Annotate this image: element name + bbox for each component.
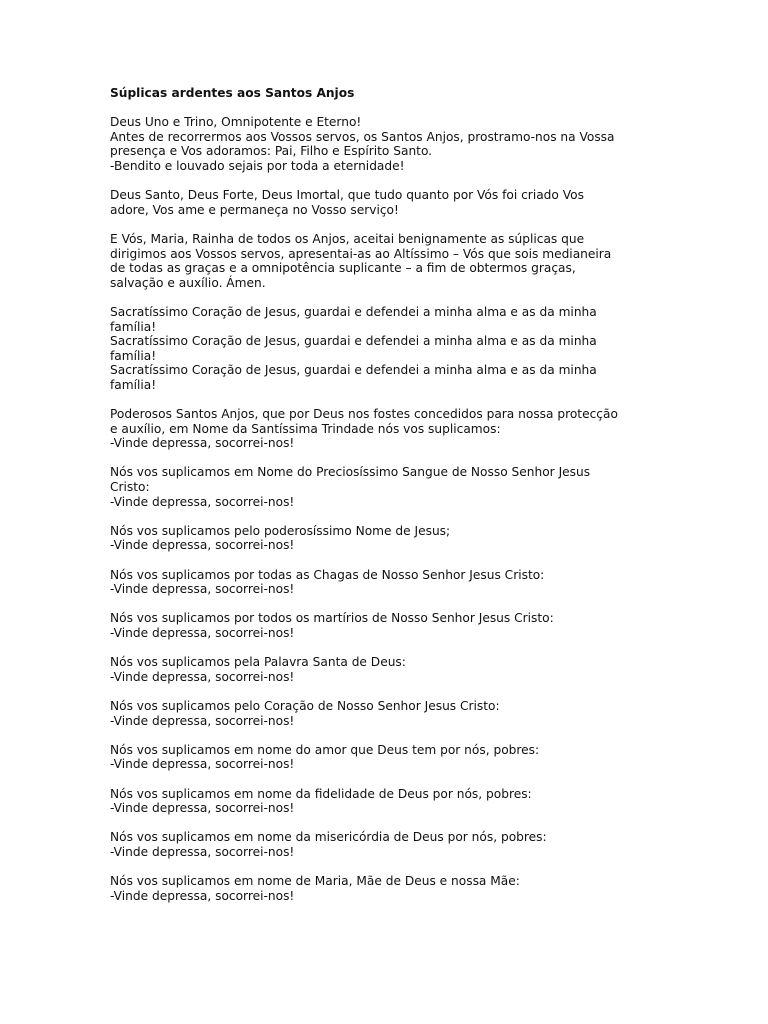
text-line: -Vinde depressa, socorrei-nos!	[110, 669, 295, 684]
text-line: -Vinde depressa, socorrei-nos!	[110, 888, 295, 903]
document-body	[110, 115, 670, 903]
paragraph	[110, 655, 670, 684]
text-line: -Vinde depressa, socorrei-nos!	[110, 582, 295, 597]
text-line: -Vinde depressa, socorrei-nos!	[110, 844, 295, 859]
text-line: Sacratíssimo Coração de Jesus, guardai e defendei a minha alma e as da minha	[110, 304, 597, 319]
paragraph	[110, 465, 670, 509]
text-line: Nós vos suplicamos por todos os martírios de Nosso Senhor Jesus Cristo:	[110, 611, 554, 626]
text-line: -Bendito e louvado sejais por toda a eternidade!	[110, 158, 405, 173]
paragraph	[110, 305, 670, 393]
paragraph	[110, 874, 670, 903]
document-page	[110, 86, 670, 918]
text-line: família!	[110, 348, 157, 363]
text-line: E Vós, Maria, Rainha de todos os Anjos, aceitai benignamente as súplicas que	[110, 231, 585, 246]
text-line: Poderosos Santos Anjos, que por Deus nos fostes concedidos para nossa protecção	[110, 407, 618, 422]
paragraph	[110, 568, 670, 597]
paragraph	[110, 743, 670, 772]
text-line: família!	[110, 319, 157, 334]
paragraph	[110, 232, 670, 290]
text-line: -Vinde depressa, socorrei-nos!	[110, 713, 295, 728]
paragraph	[110, 830, 670, 859]
paragraph	[110, 787, 670, 816]
text-line: -Vinde depressa, socorrei-nos!	[110, 436, 295, 451]
text-line: Nós vos suplicamos por todas as Chagas de Nosso Senhor Jesus Cristo:	[110, 567, 545, 582]
text-line: -Vinde depressa, socorrei-nos!	[110, 801, 295, 816]
paragraph	[110, 115, 670, 173]
text-line: Nós vos suplicamos pelo poderosíssimo Nome de Jesus;	[110, 523, 451, 538]
text-line: Nós vos suplicamos pelo Coração de Nosso Senhor Jesus Cristo:	[110, 698, 500, 713]
paragraph	[110, 611, 670, 640]
text-line: presença e Vos adoramos: Pai, Filho e Espírito Santo.	[110, 144, 433, 159]
text-line: Deus Santo, Deus Forte, Deus Imortal, que tudo quanto por Vós foi criado Vos	[110, 188, 584, 203]
text-line: -Vinde depressa, socorrei-nos!	[110, 494, 295, 509]
text-line: -Vinde depressa, socorrei-nos!	[110, 757, 295, 772]
paragraph	[110, 188, 670, 217]
text-line: família!	[110, 377, 157, 392]
text-line: Nós vos suplicamos em nome da fidelidade de Deus por nós, pobres:	[110, 786, 532, 801]
text-line: Nós vos suplicamos em Nome do Preciosíssimo Sangue de Nosso Senhor Jesus	[110, 465, 591, 480]
text-line: Sacratíssimo Coração de Jesus, guardai e defendei a minha alma e as da minha	[110, 363, 597, 378]
text-line: Nós vos suplicamos em nome de Maria, Mãe de Deus e nossa Mãe:	[110, 874, 520, 889]
text-line: Antes de recorrermos aos Vossos servos, os Santos Anjos, prostramo-nos na Vossa	[110, 129, 615, 144]
text-line: de todas as graças e a omnipotência suplicante – a fim de obtermos graças,	[110, 261, 576, 276]
paragraph	[110, 407, 670, 451]
text-line: adore, Vos ame e permaneça no Vosso serviço!	[110, 202, 399, 217]
text-line: salvação e auxílio. Ámen.	[110, 275, 266, 290]
text-line: Sacratíssimo Coração de Jesus, guardai e defendei a minha alma e as da minha	[110, 334, 597, 349]
text-line: Nós vos suplicamos em nome do amor que Deus tem por nós, pobres:	[110, 742, 540, 757]
text-line: -Vinde depressa, socorrei-nos!	[110, 538, 295, 553]
text-line: Nós vos suplicamos pela Palavra Santa de Deus:	[110, 655, 406, 670]
text-line: -Vinde depressa, socorrei-nos!	[110, 625, 295, 640]
text-line: Deus Uno e Trino, Omnipotente e Eterno!	[110, 115, 362, 130]
text-line: Cristo:	[110, 480, 150, 495]
paragraph	[110, 524, 670, 553]
text-line: Nós vos suplicamos em nome da misericórdia de Deus por nós, pobres:	[110, 830, 547, 845]
document-title: Súplicas ardentes aos Santos Anjos	[110, 86, 355, 100]
paragraph	[110, 699, 670, 728]
text-line: dirigimos aos Vossos servos, apresentai-as ao Altíssimo – Vós que sois medianeira	[110, 246, 612, 261]
text-line: e auxílio, em Nome da Santíssima Trindade nós vos suplicamos:	[110, 421, 501, 436]
